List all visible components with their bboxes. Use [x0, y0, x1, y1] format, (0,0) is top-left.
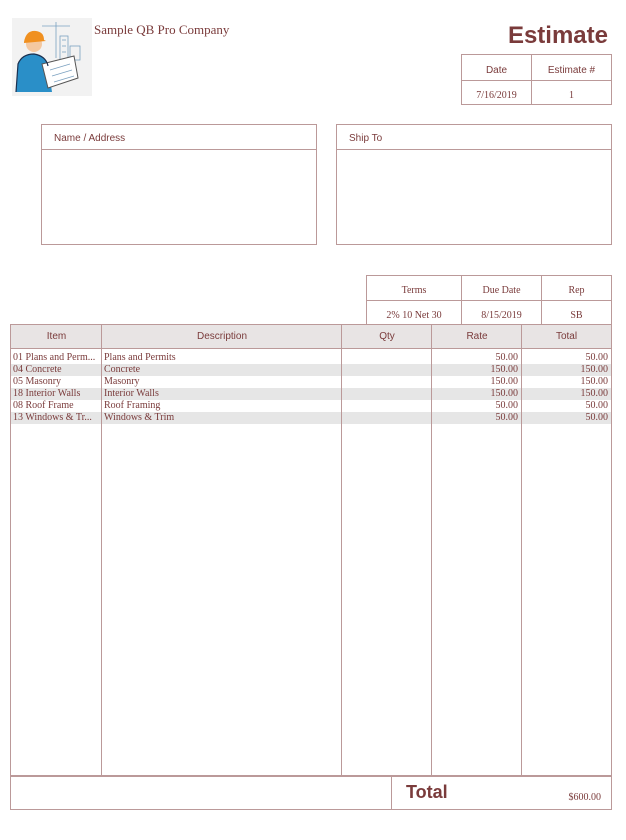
- name-address-box: [41, 124, 317, 245]
- cell-item: 13 Windows & Tr...: [13, 412, 92, 423]
- due-date-value: 8/15/2019: [481, 310, 522, 321]
- column-header-total: Total: [522, 325, 611, 349]
- company-name: Sample QB Pro Company: [94, 22, 230, 37]
- line-items-table: [10, 324, 612, 776]
- rep-label: Rep: [568, 285, 585, 296]
- rep-value: SB: [570, 310, 583, 321]
- cell-description: Concrete: [104, 364, 141, 375]
- total-bar: [10, 776, 612, 810]
- cell-item: 08 Roof Frame: [13, 400, 74, 411]
- ship-to-label: Ship To: [349, 133, 383, 144]
- column-divider: [521, 325, 522, 775]
- cell-rate: 150.00: [490, 364, 518, 375]
- cell-item: 04 Concrete: [13, 364, 62, 375]
- cell-rate: 50.00: [495, 412, 518, 423]
- estimate-label-cell: [531, 54, 612, 81]
- due-date-value-cell: [461, 300, 542, 325]
- column-header-rate: Rate: [432, 325, 522, 349]
- estimate-number-value: 1: [569, 90, 574, 101]
- cell-total: 150.00: [580, 388, 608, 399]
- cell-total: 50.00: [585, 412, 608, 423]
- terms-label: Terms: [401, 285, 427, 296]
- cell-rate: 50.00: [495, 352, 518, 363]
- cell-total: 50.00: [585, 400, 608, 411]
- ship-to-box: [336, 124, 612, 245]
- terms-value: 2% 10 Net 30: [386, 310, 442, 321]
- date-label: Date: [485, 65, 508, 76]
- cell-item: 01 Plans and Perm...: [13, 352, 96, 363]
- date-value: 7/16/2019: [476, 90, 517, 101]
- cell-description: Plans and Permits: [104, 352, 176, 363]
- date-label-cell: [461, 54, 532, 81]
- cell-rate: 150.00: [490, 376, 518, 387]
- total-label: Total: [406, 782, 448, 802]
- column-divider: [101, 325, 102, 775]
- estimate-value-cell: [531, 80, 612, 105]
- column-header-item: Item: [11, 325, 102, 349]
- company-logo: [12, 18, 92, 96]
- cell-total: 50.00: [585, 352, 608, 363]
- document-title: Estimate: [507, 22, 608, 49]
- ship-to-header: [337, 125, 611, 150]
- column-divider: [341, 325, 342, 775]
- total-value: $600.00: [568, 792, 601, 803]
- due-date-label-cell: [461, 275, 542, 301]
- terms-value-cell: [366, 300, 462, 325]
- name-address-label: Name / Address: [54, 133, 126, 144]
- cell-rate: 150.00: [490, 388, 518, 399]
- column-header-description: Description: [102, 325, 342, 349]
- cell-item: 18 Interior Walls: [13, 388, 81, 399]
- column-divider: [431, 325, 432, 775]
- cell-description: Windows & Trim: [104, 412, 175, 423]
- construction-worker-blueprint-icon: [12, 18, 92, 96]
- total-divider: [391, 777, 392, 809]
- rep-value-cell: [541, 300, 612, 325]
- cell-description: Interior Walls: [104, 388, 159, 399]
- cell-total: 150.00: [580, 376, 608, 387]
- estimate-number-label: Estimate #: [547, 65, 596, 76]
- cell-description: Masonry: [104, 376, 140, 387]
- cell-description: Roof Framing: [104, 400, 161, 411]
- cell-item: 05 Masonry: [13, 376, 62, 387]
- rep-label-cell: [541, 275, 612, 301]
- terms-label-cell: [366, 275, 462, 301]
- date-value-cell: [461, 80, 532, 105]
- due-date-label: Due Date: [482, 285, 521, 296]
- cell-total: 150.00: [580, 364, 608, 375]
- column-header-qty: Qty: [342, 325, 432, 349]
- name-address-header: [42, 125, 316, 150]
- cell-rate: 50.00: [495, 400, 518, 411]
